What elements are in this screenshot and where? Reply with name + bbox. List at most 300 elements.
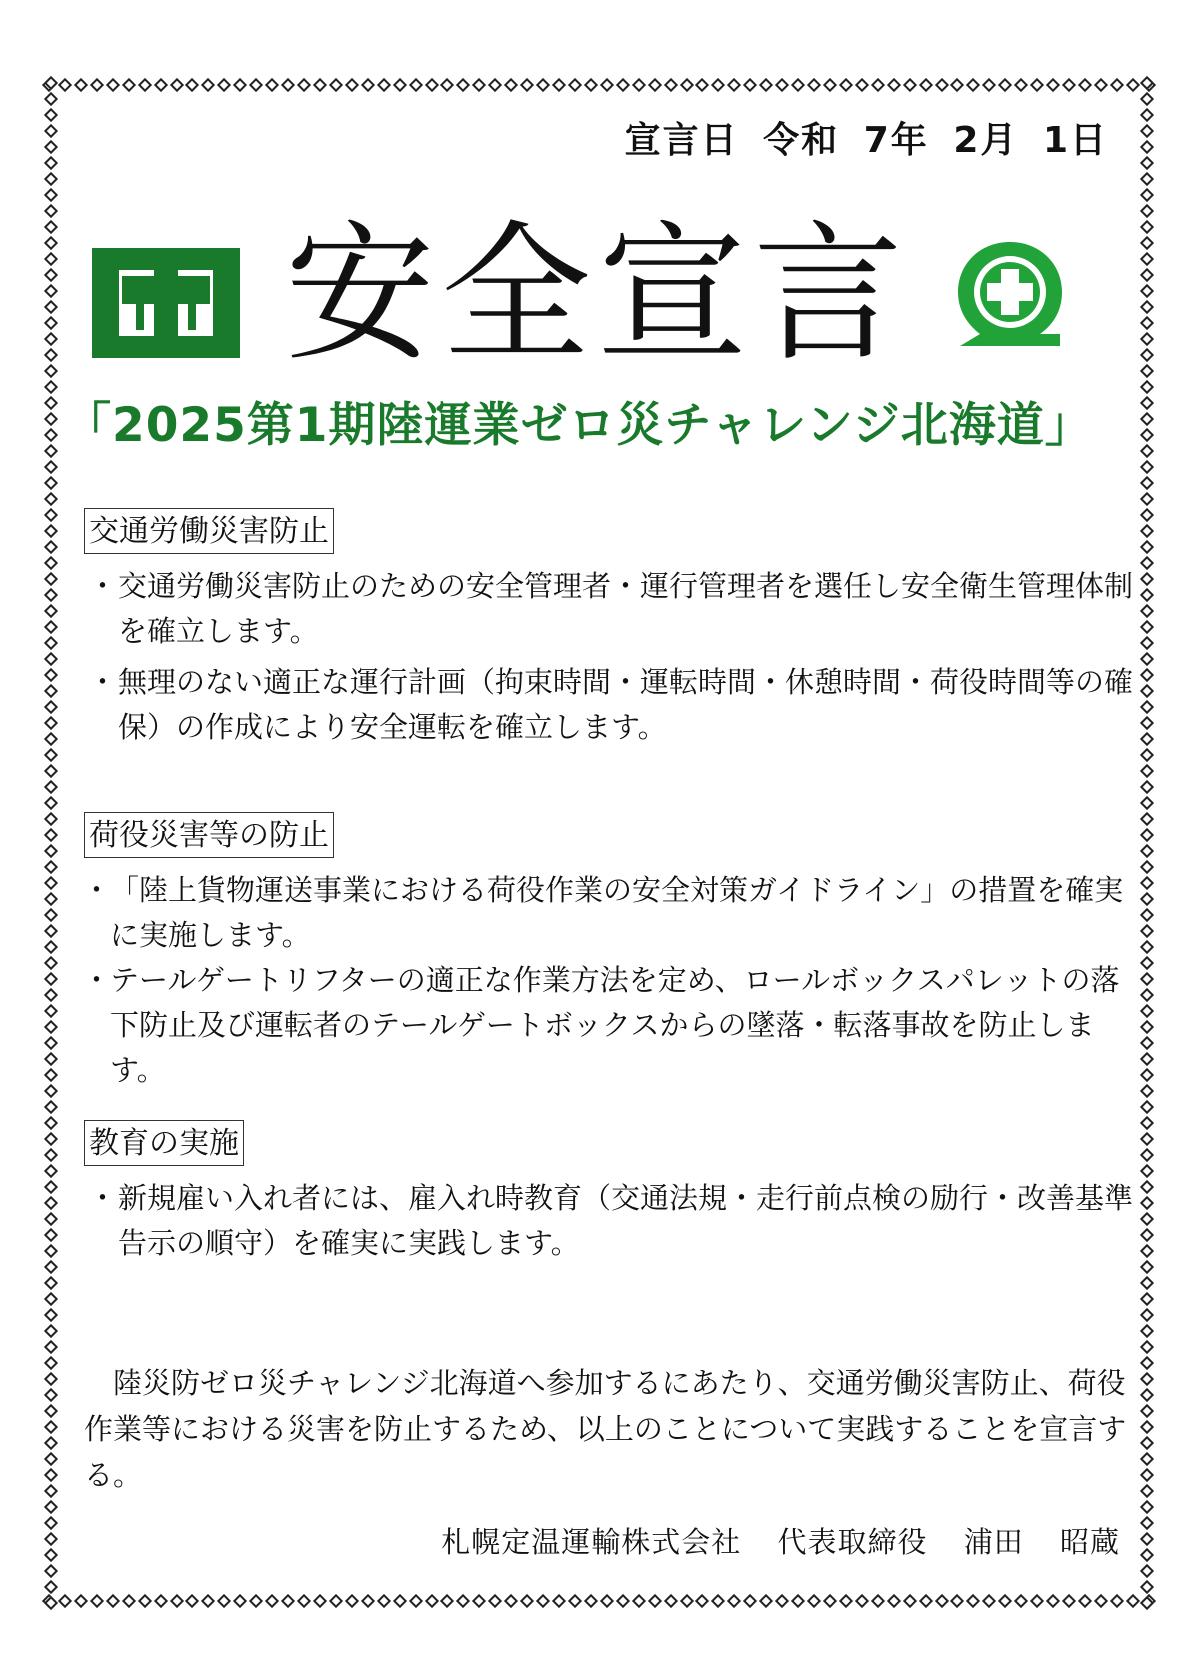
green-cross-flag-icon xyxy=(92,248,240,358)
border-glyph xyxy=(44,460,58,474)
border-glyph xyxy=(44,732,58,746)
section-heading: 教育の実施 xyxy=(84,1120,244,1166)
border-glyph xyxy=(44,1532,58,1546)
border-glyph xyxy=(44,1548,58,1562)
border-glyph xyxy=(44,924,58,938)
border-glyph xyxy=(1140,1580,1154,1594)
border-glyph xyxy=(44,1580,58,1594)
border-glyph xyxy=(966,78,980,92)
border-glyph xyxy=(265,1594,279,1608)
border-glyph xyxy=(233,78,247,92)
border-glyph xyxy=(44,156,58,170)
border-glyph xyxy=(44,284,58,298)
border-glyph xyxy=(998,78,1012,92)
date-month: 2月 xyxy=(953,120,1019,161)
border-glyph xyxy=(44,188,58,202)
border-left xyxy=(44,78,58,1608)
border-glyph xyxy=(44,76,58,90)
border-glyph xyxy=(1140,492,1154,506)
border-glyph xyxy=(648,1594,662,1608)
border-glyph xyxy=(1140,428,1154,442)
border-glyph xyxy=(44,204,58,218)
border-glyph xyxy=(1140,204,1154,218)
border-glyph xyxy=(44,1468,58,1482)
border-glyph xyxy=(44,1148,58,1162)
border-glyph xyxy=(950,1594,964,1608)
border-glyph xyxy=(1140,1276,1154,1290)
border-glyph xyxy=(44,428,58,442)
border-glyph xyxy=(44,444,58,458)
border-glyph xyxy=(393,78,407,92)
border-glyph xyxy=(504,1594,518,1608)
border-glyph xyxy=(568,78,582,92)
border-glyph xyxy=(1140,396,1154,410)
border-glyph xyxy=(679,1594,693,1608)
border-glyph xyxy=(632,78,646,92)
border-glyph xyxy=(711,78,725,92)
border-glyph xyxy=(903,78,917,92)
border-glyph xyxy=(679,78,693,92)
border-glyph xyxy=(1140,1308,1154,1322)
border-glyph xyxy=(472,1594,486,1608)
border-glyph xyxy=(1140,1340,1154,1354)
border-glyph xyxy=(775,1594,789,1608)
border-glyph xyxy=(1140,1516,1154,1530)
border-glyph xyxy=(1140,156,1154,170)
border-glyph xyxy=(616,78,630,92)
declaration-date xyxy=(615,112,1108,163)
border-glyph xyxy=(361,1594,375,1608)
border-glyph xyxy=(1140,1500,1154,1514)
border-glyph xyxy=(44,508,58,522)
border-glyph xyxy=(44,1052,58,1066)
border-glyph xyxy=(44,1020,58,1034)
border-glyph xyxy=(1140,780,1154,794)
border-glyph xyxy=(1014,78,1028,92)
border-glyph xyxy=(44,172,58,186)
border-glyph xyxy=(44,652,58,666)
border-glyph xyxy=(106,78,120,92)
border-glyph xyxy=(775,78,789,92)
border-glyph xyxy=(934,78,948,92)
border-glyph xyxy=(44,1324,58,1338)
rikusai-safety-mark-icon xyxy=(952,238,1068,350)
border-glyph xyxy=(201,78,215,92)
border-glyph xyxy=(44,332,58,346)
border-glyph xyxy=(1140,268,1154,282)
border-glyph xyxy=(377,78,391,92)
border-glyph xyxy=(791,1594,805,1608)
border-glyph xyxy=(456,1594,470,1608)
border-glyph xyxy=(122,1594,136,1608)
border-glyph xyxy=(1110,78,1124,92)
border-glyph xyxy=(1140,220,1154,234)
border-glyph xyxy=(249,1594,263,1608)
border-glyph xyxy=(855,78,869,92)
border-glyph xyxy=(44,316,58,330)
border-glyph xyxy=(44,812,58,826)
border-glyph xyxy=(44,1308,58,1322)
border-glyph xyxy=(44,636,58,650)
signature xyxy=(415,1520,1120,1561)
border-glyph xyxy=(1140,124,1154,138)
section-cargo-handling-prevention xyxy=(84,812,1144,1093)
border-glyph xyxy=(440,1594,454,1608)
border-glyph xyxy=(1140,1292,1154,1306)
border-glyph xyxy=(44,1340,58,1354)
border-glyph xyxy=(823,78,837,92)
border-glyph xyxy=(871,78,885,92)
border-glyph xyxy=(1140,76,1154,90)
border-glyph xyxy=(1046,1594,1060,1608)
border-glyph xyxy=(504,78,518,92)
border-glyph xyxy=(185,1594,199,1608)
border-glyph xyxy=(44,604,58,618)
border-glyph xyxy=(106,1594,120,1608)
border-glyph xyxy=(743,78,757,92)
border-glyph xyxy=(424,78,438,92)
signatory-given-name: 昭蔵 xyxy=(1059,1525,1120,1559)
border-glyph xyxy=(887,1594,901,1608)
border-glyph xyxy=(44,1452,58,1466)
border-glyph xyxy=(138,1594,152,1608)
border-glyph xyxy=(1094,78,1108,92)
border-glyph xyxy=(74,78,88,92)
border-glyph xyxy=(281,1594,295,1608)
border-glyph xyxy=(44,1116,58,1130)
border-glyph xyxy=(44,796,58,810)
page-title: 安全宣言 xyxy=(285,208,910,382)
border-glyph xyxy=(44,684,58,698)
border-glyph xyxy=(918,78,932,92)
border-glyph xyxy=(1140,92,1154,106)
border-glyph xyxy=(1140,460,1154,474)
border-glyph xyxy=(58,78,72,92)
border-glyph xyxy=(44,1084,58,1098)
list-item: ・ 「陸上貨物運送事業における荷役作業の安全対策ガイドライン」の措置を確実に実施します。 xyxy=(84,868,1144,958)
border-glyph xyxy=(44,1564,58,1578)
border-glyph xyxy=(1030,1594,1044,1608)
border-glyph xyxy=(1140,412,1154,426)
border-glyph xyxy=(44,1420,58,1434)
border-glyph xyxy=(871,1594,885,1608)
list-item: ・ 新規雇い入れ者には、雇入れ時教育（交通法規・走行前点検の励行・改善基準告示の順守）を確実に実践します。 xyxy=(84,1176,1144,1266)
border-glyph xyxy=(1078,1594,1092,1608)
border-glyph xyxy=(711,1594,725,1608)
border-glyph xyxy=(44,972,58,986)
border-glyph xyxy=(393,1594,407,1608)
border-glyph xyxy=(648,78,662,92)
border-glyph xyxy=(1140,1324,1154,1338)
border-glyph xyxy=(1140,1564,1154,1578)
border-glyph xyxy=(44,876,58,890)
border-glyph xyxy=(1140,252,1154,266)
border-glyph xyxy=(44,860,58,874)
border-glyph xyxy=(520,1594,534,1608)
border-glyph xyxy=(44,668,58,682)
border-glyph xyxy=(695,1594,709,1608)
border-glyph xyxy=(313,78,327,92)
border-glyph xyxy=(44,620,58,634)
border-glyph xyxy=(982,78,996,92)
border-glyph xyxy=(1140,332,1154,346)
border-glyph xyxy=(488,1594,502,1608)
border-glyph xyxy=(44,1244,58,1258)
border-glyph xyxy=(536,78,550,92)
border-glyph xyxy=(329,78,343,92)
border-glyph xyxy=(44,1404,58,1418)
border-glyph xyxy=(966,1594,980,1608)
date-era: 令和 xyxy=(763,120,840,161)
border-glyph xyxy=(44,588,58,602)
border-glyph xyxy=(361,78,375,92)
border-glyph xyxy=(44,1356,58,1370)
border-glyph xyxy=(44,780,58,794)
border-glyph xyxy=(44,220,58,234)
border-glyph xyxy=(44,492,58,506)
border-glyph xyxy=(74,1594,88,1608)
border-glyph xyxy=(44,412,58,426)
border-glyph xyxy=(1126,78,1140,92)
border-glyph xyxy=(44,1388,58,1402)
border-glyph xyxy=(44,540,58,554)
border-glyph xyxy=(1140,364,1154,378)
border-glyph xyxy=(44,1372,58,1386)
border-glyph xyxy=(44,556,58,570)
border-glyph xyxy=(265,78,279,92)
border-glyph xyxy=(44,524,58,538)
border-glyph xyxy=(408,78,422,92)
border-glyph xyxy=(1140,300,1154,314)
border-glyph xyxy=(1140,236,1154,250)
border-glyph xyxy=(1094,1594,1108,1608)
section-heading: 荷役災害等の防止 xyxy=(84,812,334,858)
section-heading: 交通労働災害防止 xyxy=(84,508,334,554)
border-glyph xyxy=(440,78,454,92)
border-glyph xyxy=(44,1228,58,1242)
border-glyph xyxy=(44,1260,58,1274)
border-glyph xyxy=(695,78,709,92)
border-glyph xyxy=(1014,1594,1028,1608)
border-glyph xyxy=(1140,1100,1154,1114)
border-glyph xyxy=(663,78,677,92)
border-glyph xyxy=(424,1594,438,1608)
border-glyph xyxy=(1140,1548,1154,1562)
list-item: ・ 交通労働災害防止のための安全管理者・運行管理者を選任し安全衛生管理体制を確立します。 xyxy=(84,564,1144,654)
border-glyph xyxy=(1062,1594,1076,1608)
border-glyph xyxy=(44,1516,58,1530)
border-glyph xyxy=(44,1100,58,1114)
border-glyph xyxy=(982,1594,996,1608)
border-glyph xyxy=(44,1132,58,1146)
border-glyph xyxy=(44,396,58,410)
border-glyph xyxy=(1140,348,1154,362)
border-glyph xyxy=(584,78,598,92)
border-glyph xyxy=(934,1594,948,1608)
border-glyph xyxy=(1140,140,1154,154)
border-glyph xyxy=(345,1594,359,1608)
border-glyph xyxy=(44,1276,58,1290)
section-education xyxy=(84,1120,1144,1272)
border-glyph xyxy=(153,78,167,92)
border-glyph xyxy=(297,78,311,92)
border-glyph xyxy=(1046,78,1060,92)
border-glyph xyxy=(44,748,58,762)
border-glyph xyxy=(44,108,58,122)
border-glyph xyxy=(632,1594,646,1608)
border-glyph xyxy=(169,78,183,92)
border-glyph xyxy=(1140,444,1154,458)
border-glyph xyxy=(44,268,58,282)
border-glyph xyxy=(663,1594,677,1608)
border-glyph xyxy=(536,1594,550,1608)
border-glyph xyxy=(1030,78,1044,92)
border-glyph xyxy=(44,124,58,138)
border-glyph xyxy=(44,1004,58,1018)
border-glyph xyxy=(1110,1594,1124,1608)
list-item: ・ 無理のない適正な運行計画（拘束時間・運転時間・休憩時間・荷役時間等の確保）の作成により安全運転を確立します。 xyxy=(84,660,1144,750)
border-glyph xyxy=(727,1594,741,1608)
signatory-surname: 浦田 xyxy=(963,1525,1024,1559)
border-glyph xyxy=(1062,78,1076,92)
border-glyph xyxy=(217,1594,231,1608)
border-glyph xyxy=(1140,188,1154,202)
border-glyph xyxy=(552,1594,566,1608)
border-glyph xyxy=(759,78,773,92)
border-glyph xyxy=(281,78,295,92)
date-day: 1日 xyxy=(1042,120,1108,161)
border-glyph xyxy=(201,1594,215,1608)
border-glyph xyxy=(1140,796,1154,810)
border-glyph xyxy=(1126,1594,1140,1608)
border-glyph xyxy=(44,348,58,362)
border-glyph xyxy=(44,572,58,586)
border-glyph xyxy=(918,1594,932,1608)
border-glyph xyxy=(44,92,58,106)
border-glyph xyxy=(329,1594,343,1608)
border-glyph xyxy=(122,78,136,92)
border-glyph xyxy=(44,300,58,314)
border-glyph xyxy=(488,78,502,92)
border-glyph xyxy=(1140,108,1154,122)
border-glyph xyxy=(233,1594,247,1608)
border-glyph xyxy=(44,1036,58,1050)
border-glyph xyxy=(44,716,58,730)
border-glyph xyxy=(807,78,821,92)
border-glyph xyxy=(249,78,263,92)
border-glyph xyxy=(584,1594,598,1608)
border-glyph xyxy=(153,1594,167,1608)
campaign-subtitle: 「2025第1期陸運業ゼロ災チャレンジ北海道」 xyxy=(64,398,1093,453)
border-glyph xyxy=(44,892,58,906)
border-glyph xyxy=(44,1196,58,1210)
closing-statement: 陸災防ゼロ災チャレンジ北海道へ参加するにあたり、交通労働災害防止、荷役作業等における災害を防止するため、以上のことについて実践することを宣言する。 xyxy=(84,1366,1127,1492)
border-glyph xyxy=(44,844,58,858)
border-glyph xyxy=(44,1180,58,1194)
border-glyph xyxy=(600,1594,614,1608)
border-glyph xyxy=(616,1594,630,1608)
border-glyph xyxy=(44,380,58,394)
border-glyph xyxy=(44,956,58,970)
border-glyph xyxy=(44,1596,58,1610)
border-glyph xyxy=(1140,1596,1154,1610)
border-glyph xyxy=(855,1594,869,1608)
date-year: 7年 xyxy=(863,120,929,161)
border-glyph xyxy=(1140,284,1154,298)
border-glyph xyxy=(185,78,199,92)
border-glyph xyxy=(823,1594,837,1608)
border-glyph xyxy=(1140,1532,1154,1546)
border-glyph xyxy=(727,78,741,92)
border-glyph xyxy=(90,78,104,92)
border-glyph xyxy=(44,252,58,266)
border-glyph xyxy=(743,1594,757,1608)
list-item: ・ テールゲートリフターの適正な作業方法を定め、ロールボックスパレットの落下防止及び運転者のテールゲートボックスからの墜落・転落事故を防止します。 xyxy=(84,958,1144,1093)
border-glyph xyxy=(791,78,805,92)
border-glyph xyxy=(1140,380,1154,394)
border-glyph xyxy=(839,1594,853,1608)
border-glyph xyxy=(90,1594,104,1608)
border-top xyxy=(44,78,1154,92)
border-glyph xyxy=(44,908,58,922)
border-glyph xyxy=(44,700,58,714)
border-glyph xyxy=(807,1594,821,1608)
border-glyph xyxy=(58,1594,72,1608)
border-glyph xyxy=(998,1594,1012,1608)
border-glyph xyxy=(44,236,58,250)
border-glyph xyxy=(903,1594,917,1608)
border-glyph xyxy=(472,78,486,92)
border-glyph xyxy=(44,988,58,1002)
border-glyph xyxy=(568,1594,582,1608)
border-glyph xyxy=(408,1594,422,1608)
border-glyph xyxy=(1140,764,1154,778)
border-glyph xyxy=(1078,78,1092,92)
border-glyph xyxy=(44,1436,58,1450)
border-glyph xyxy=(44,476,58,490)
border-glyph xyxy=(217,78,231,92)
border-glyph xyxy=(297,1594,311,1608)
border-glyph xyxy=(44,1164,58,1178)
border-glyph xyxy=(44,1292,58,1306)
border-glyph xyxy=(887,78,901,92)
border-glyph xyxy=(44,764,58,778)
border-glyph xyxy=(44,140,58,154)
border-glyph xyxy=(44,364,58,378)
border-bottom xyxy=(44,1594,1154,1608)
border-glyph xyxy=(520,78,534,92)
border-glyph xyxy=(1140,476,1154,490)
border-glyph xyxy=(44,1068,58,1082)
border-glyph xyxy=(600,78,614,92)
border-glyph xyxy=(44,940,58,954)
signatory-position: 代表取締役 xyxy=(777,1525,928,1559)
border-glyph xyxy=(44,1212,58,1226)
section-traffic-accident-prevention xyxy=(84,508,1144,756)
border-glyph xyxy=(313,1594,327,1608)
border-glyph xyxy=(759,1594,773,1608)
border-glyph xyxy=(44,1500,58,1514)
border-glyph xyxy=(345,78,359,92)
border-glyph xyxy=(552,78,566,92)
border-glyph xyxy=(44,1484,58,1498)
border-glyph xyxy=(377,1594,391,1608)
border-glyph xyxy=(44,828,58,842)
border-glyph xyxy=(950,78,964,92)
date-label: 宣言日 xyxy=(624,120,739,161)
border-glyph xyxy=(456,78,470,92)
border-glyph xyxy=(839,78,853,92)
